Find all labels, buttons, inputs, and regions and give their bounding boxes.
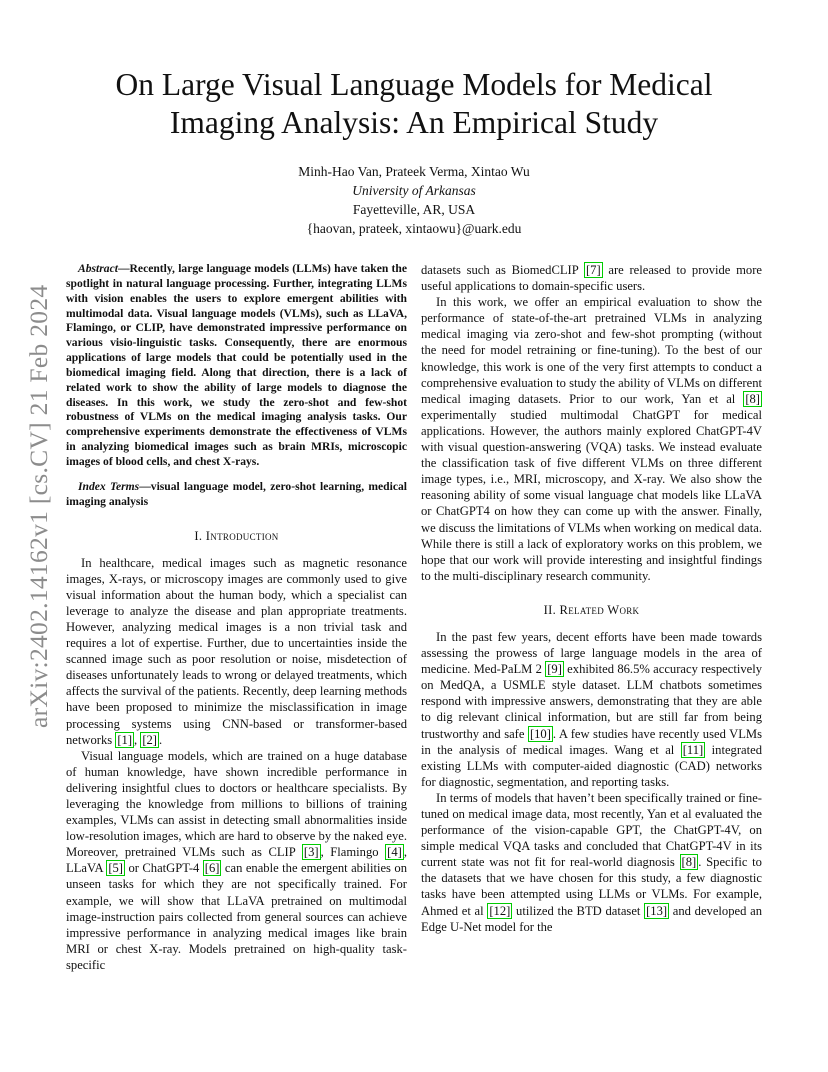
intro-p1-end: . [159,732,163,747]
related-paragraph-1 [421,629,762,790]
intro-paragraph-1 [66,555,407,748]
index-terms [66,480,407,510]
related-p1-text: In the past few years, decent efforts have been made towards assessing the prowess of large language models in the area of medicine. Med-PaLM 2 [421,629,762,677]
intro-p1-text: In healthcare, medical images such as magnetic resonance images, X-rays, or microscopy images are commonly used to give visual information about the human body, which a specialist can leverage to analyze the disease and plan appropriate treatments. However, analyzing medical images is a non trivial task and requires a lot of expertise. Further, due to uncertainties inside the scanned image such as poor resolution or noise, misdetection of diseases unfortunately leads to wrong or delayed treatments, which affects the survival of the patients. Recently, deep learning methods have been proposed to minimize the misclassification in image processing systems using CNN-based or transformer-based networks [66,555,407,747]
intro-p4-text: In this work, we offer an empirical evaluation to show the performance of state-of-the-art pretrained VLMs in analyzing medical imaging via zero-shot and few-shot prompting (without the need for model retraining or fine-tuning). To the best of our knowledge, this work is one of the very first attempts to conduct a comprehensive evaluation to study the ability of VLMs on different medical imaging datasets. Prior to our work, Yan et al [421,295,762,406]
citation-link[interactable]: [11] [682,742,704,757]
related-p1-text: . A few studies have recently used VLMs in the analysis of medical images. Wang et al [421,726,762,757]
citation-link[interactable]: [2] [142,732,157,747]
emails: {haovan, prateek, xintaowu}@uark.edu [306,221,522,236]
related-p2-text: and developed an Edge U-Net model for the [421,903,762,934]
citation-link[interactable]: [6] [204,861,220,876]
intro-p2-text: can enable the emergent abilities on unseen tasks for which they are not specifically trained. For example, we will show that LLaVA pretrained on multimodal image-instruction pairs collected from general sources can achieve impressive performance in analyzing medical images like brain MRI or chest X-ray. Models pretrained on high-quality task-specific [66,861,407,972]
paper-title: On Large Visual Language Models for Medical Imaging Analysis: An Empirical Study [115,67,713,140]
citation-link[interactable]: [8] [745,391,760,406]
citation-link[interactable]: [5] [108,861,123,876]
related-p1-text: integrated existing LLMs with computer-aided diagnostic (CAD) networks for diagnostic, segmentation, and reporting tasks. [421,742,763,789]
intro-p4-text: experimentally studied multimodal ChatGPT for medical applications. However, the authors mainly explored ChatGPT-4V with visual question-answering (VQA) tasks. We instead evaluate the classification task of five different VLMs on three different image types, i.e., MRI, microscopy, and X-ray. We also show the reasoning ability of some visual language chat models like LLaVA or ChatGPT4 on how they can come up with the answer. Finally, we discuss the limitations of VLMs when working on medical data. While there is still a lack of exploratory works on this problem, we hope that our work will provide interesting and insightful findings to the multi-disciplinary research community. [421,407,762,583]
right-column [421,262,762,935]
intro-paragraph-3 [421,294,762,584]
abstract-text: —Recently, large language models (LLMs) have taken the spotlight in natural language processing. Further, integrating LLMs with vision enables the users to explore emergent abilities with multimodal data. Visual language models (VLMs), such as LLaVA, Flamingo, or CLIP, have demonstrated impressive performance on various visio-linguistic tasks. Consequently, there are enormous applications of large models that could be potentially used in the biomedical imaging field. Along that direction, there is a lack of related work to show the ability of large models to diagnose the diseases. In this work, we study the zero-shot and few-shot robustness of VLMs on the medical imaging analysis tasks. Our comprehensive experiments demonstrate the effectiveness of VLMs in analyzing biomedical images such as brain MRIs, microscopic images of blood cells, and chest X-rays. [66,262,407,468]
abstract-lead: Abstract [78,262,118,275]
left-column [66,262,407,973]
citation-link[interactable]: [7] [585,263,601,277]
arxiv-identifier: arXiv:2402.14162v1 [cs.CV] 21 Feb 2024 [24,284,53,728]
related-p2-text: utilized the BTD dataset [512,903,645,918]
intro-paragraph-2-continued [421,262,762,294]
section-heading-introduction: I. Introduction [194,528,279,543]
index-terms-text: —visual language model, zero-shot learning, medical imaging analysis [66,479,407,508]
abstract [66,262,407,470]
intro-p1-sep: , [134,732,141,747]
citation-link[interactable]: [13] [646,903,668,918]
intro-p3-text: are released to provide more useful applications to domain-specific users. [421,263,762,294]
intro-p2-text: , LLaVA [66,845,407,876]
related-p1-text: exhibited 86.5% accuracy respectively on MedQA, a USMLE style dataset. LLM chatbots sometimes respond with impressive answers, demonstrating that they are able to dig relevant clinical information, but are still far from being trustworthy and safe [421,662,762,741]
intro-p3-text: datasets such as BiomedCLIP [421,263,584,277]
citation-link[interactable]: [8] [681,855,697,870]
intro-p2-text: Visual language models, which are trained on a huge database of human knowledge, have shown incredible performance in delivering insightful clues to doctors or healthcare specialists. By leveraging the knowledge from millions to billions of training examples, VLMs can assist in detecting small abnormalities inside low-resolution images, which are hard to observe by the naked eye. Moreover, pretrained VLMs such as CLIP [66,748,407,860]
related-p2-text: . Specific to the datasets that we have chosen for this study, a few diagnostic tasks have been attempted using LLMs or VLMs. For example, Ahmed et al [421,855,762,918]
related-p2-text: In terms of models that haven’t been specifically trained or fine-tuned on medical image data, most recently, Yan et al evaluated the performance of the vision-capable GPT, the ChatGPT-4V, on simple medical VQA tasks and concluded that ChatGPT-4V in its current state was not fit for real-world diagnosis [421,790,762,870]
location: Fayetteville, AR, USA [352,202,476,217]
citation-link[interactable]: [12] [489,903,511,918]
intro-paragraph-2 [66,748,407,973]
related-paragraph-2 [421,790,762,935]
intro-p2-text: or ChatGPT-4 [125,861,203,876]
index-terms-lead: Index Terms [78,479,140,493]
citation-link[interactable]: [1] [117,732,133,747]
affiliation: University of Arkansas [352,183,476,198]
citation-link[interactable]: [4] [387,845,402,860]
citation-link[interactable]: [9] [547,662,562,677]
section-heading-related-work: II. Related Work [543,602,640,617]
intro-p2-text: , Flamingo [320,845,386,860]
citation-link[interactable]: [10] [529,726,551,741]
author-block [160,162,668,238]
citation-link[interactable]: [3] [303,845,319,860]
authors: Minh-Hao Van, Prateek Verma, Xintao Wu [298,164,530,179]
